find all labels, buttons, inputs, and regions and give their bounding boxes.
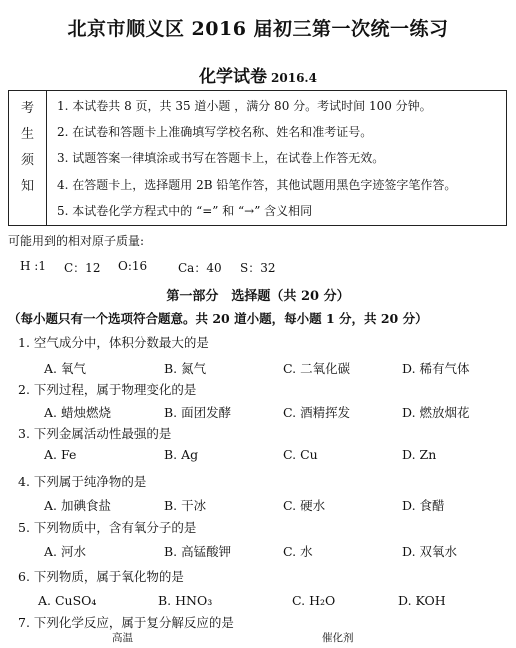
- option: B. 氮气: [164, 361, 207, 376]
- option: D. KOH: [398, 593, 446, 608]
- document-subtitle: [0, 62, 516, 87]
- option: C. 硬水: [283, 498, 326, 513]
- notice-side-label: [9, 91, 47, 225]
- option: C. Cu: [283, 447, 318, 462]
- option: A. Fe: [44, 447, 77, 462]
- atomic-mass-item: S：32: [240, 261, 276, 275]
- option: D. 燃放烟花: [402, 405, 470, 420]
- notice-item: 4. 在答题卡上，选择题用 2B 铅笔作答，其他试题用黑色字迹签字笔作答。: [57, 178, 457, 192]
- option: C. 水: [283, 544, 313, 559]
- option: C. 二氧化碳: [283, 361, 351, 376]
- exam-notice-box: [8, 90, 507, 226]
- question-stem: 1. 空气成分中，体积分数最大的是: [18, 335, 209, 350]
- notice-item: 1. 本试卷共 8 页，共 35 道小题 ，满分 80 分。考试时间 100 分钟。: [57, 99, 432, 113]
- subtitle-date: 2016.4: [271, 71, 317, 85]
- question-stem: 2. 下列过程，属于物理变化的是: [18, 382, 197, 397]
- atomic-mass-item: O:16: [118, 259, 148, 273]
- option: A. 氧气: [44, 361, 86, 376]
- atomic-mass-label: 可能用到的相对原子质量:: [8, 234, 145, 248]
- option: B. 干冰: [164, 498, 207, 513]
- side-char: 考: [20, 101, 34, 116]
- option: A. 蜡烛燃烧: [44, 405, 111, 420]
- option: D. 双氧水: [402, 544, 458, 559]
- option: B. Ag: [164, 447, 199, 462]
- option: B. 高锰酸钾: [164, 544, 232, 559]
- notice-item: 2. 在试卷和答题卡上准确填写学校名称、姓名和准考证号。: [57, 125, 373, 139]
- atomic-mass-item: C：12: [64, 261, 101, 275]
- section-note: （每小题只有一个选项符合题意。共 20 道小题，每小题 1 分，共 20 分）: [8, 311, 428, 326]
- question-stem: 3. 下列金属活动性最强的是: [18, 426, 172, 441]
- notice-item: 5. 本试卷化学方程式中的 “=” 和 “→” 含义相同: [57, 204, 313, 218]
- side-char: 须: [20, 153, 34, 168]
- question-stem: 4. 下列属于纯净物的是: [18, 474, 147, 489]
- notice-item: 3. 试题答案一律填涂或书写在答题卡上，在试卷上作答无效。: [57, 151, 385, 165]
- question-stem: 6. 下列物质，属于氧化物的是: [18, 569, 184, 584]
- option: C. 酒精挥发: [283, 405, 351, 420]
- option: A. 加碘食盐: [44, 498, 111, 513]
- section-title: 第一部分 选择题（共 20 分）: [166, 289, 350, 304]
- option: D. Zn: [402, 447, 437, 462]
- subtitle-text: 化学试卷: [199, 67, 268, 87]
- question-stem: 7. 下列化学反应，属于复分解反应的是: [18, 615, 234, 630]
- option: D. 食醋: [402, 498, 445, 513]
- atomic-mass-item: H :1: [20, 259, 46, 273]
- side-char: 知: [20, 179, 34, 194]
- option: C. H₂O: [292, 593, 336, 608]
- condition-label: 催化剂: [322, 632, 354, 644]
- option: A. 河水: [44, 544, 86, 559]
- option: D. 稀有气体: [402, 361, 470, 376]
- question-stem: 5. 下列物质中，含有氧分子的是: [18, 520, 197, 535]
- option: B. HNO₃: [158, 593, 213, 608]
- document-title: 北京市顺义区 2016 届初三第一次统一练习: [67, 18, 449, 40]
- condition-label: 高温: [112, 632, 133, 644]
- atomic-mass-item: Ca：40: [178, 261, 222, 275]
- option: A. CuSO₄: [38, 593, 97, 608]
- option: B. 面团发酵: [164, 405, 232, 420]
- side-char: 生: [20, 127, 34, 142]
